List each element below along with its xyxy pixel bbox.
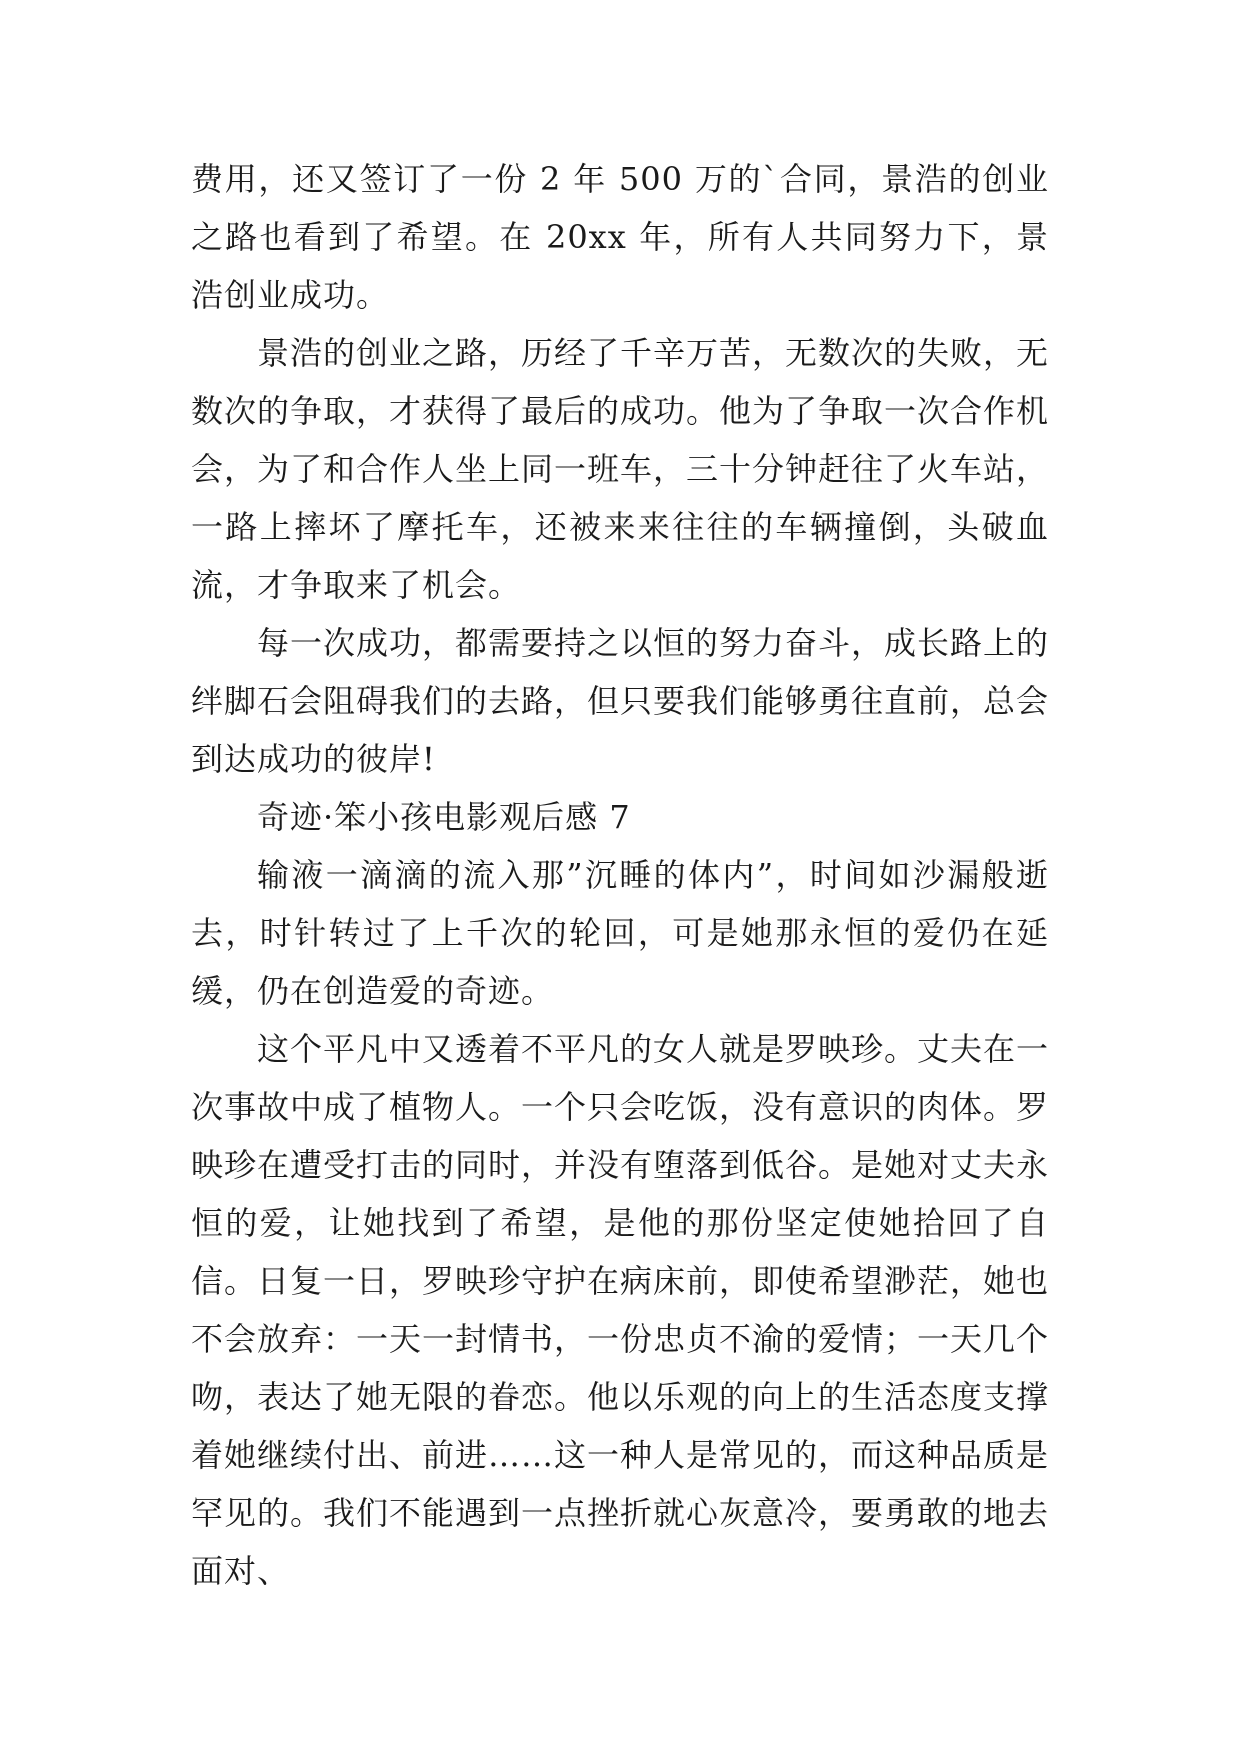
document-body (191, 150, 1049, 1600)
paragraph-perseverance: 每一次成功，都需要持之以恒的努力奋斗，成长路上的绊脚石会阻碍我们的去路，但只要我们能够勇往直前，总会到达成功的彼岸! (191, 624, 1050, 778)
section-heading: 奇迹·笨小孩电影观后感 7 (257, 798, 631, 836)
paragraph-hardships: 景浩的创业之路，历经了千辛万苦，无数次的失败，无数次的争取，才获得了最后的成功。他为了争取一次合作机会，为了和合作人坐上同一班车，三十分钟赶往了火车站，一路上摔坏了摩托车，还被来来往往的车辆撞倒，头破血流，才争取来了机会。 (191, 334, 1050, 604)
paragraph-infusion: 输液一滴滴的流入那”沉睡的体内”，时间如沙漏般逝去，时针转过了上千次的轮回，可是她那永恒的爱仍在延缓，仍在创造爱的奇迹。 (191, 856, 1049, 1010)
paragraph-contract-success: 费用，还又签订了一份 2 年 500 万的`合同，景浩的创业之路也看到了希望。在 20xx 年，所有人共同努力下，景浩创业成功。 (191, 160, 1049, 314)
paragraph-luo-yingzhen: 这个平凡中又透着不平凡的女人就是罗映珍。丈夫在一次事故中成了植物人。一个只会吃饭，没有意识的肉体。罗映珍在遭受打击的同时，并没有堕落到低谷。是她对丈夫永恒的爱，让她找到了希望，是他的那份坚定使她拾回了自信。日复一日，罗映珍守护在病床前，即使希望渺茫，她也不会放弃：一天一封情书，一份忠贞不渝的爱情；一天几个吻，表达了她无限的眷恋。他以乐观的向上的生活态度支撑着她继续付出、前进……这一种人是常见的，而这种品质是罕见的。我们不能遇到一点挫折就心灰意冷，要勇敢的地去面对、 (191, 1030, 1050, 1590)
